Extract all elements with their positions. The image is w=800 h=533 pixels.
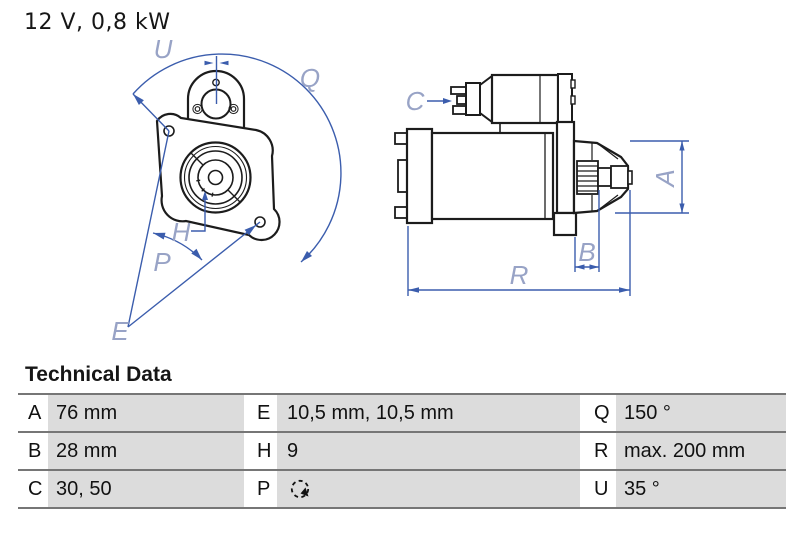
tech-value-c: 30, 50 [48,471,244,507]
table-row-2 [18,433,786,471]
tech-value-u: 35 ° [616,471,786,507]
page-title: 12 V, 0,8 kW [24,10,171,35]
tech-value-r: max. 200 mm [616,433,786,469]
technical-drawing [0,30,800,360]
table-row-1 [18,395,786,433]
tech-key-h: H [244,433,277,469]
tech-value-q: 150 ° [616,395,786,431]
dim-label-r: R [509,260,529,290]
technical-data-table [18,393,786,509]
tech-key-c: C [18,471,48,507]
dim-label-u: U [153,34,173,64]
tech-value-e: 10,5 mm, 10,5 mm [277,395,580,431]
tech-key-e: E [244,395,277,431]
motor-body [432,133,553,219]
dim-label-b: B [578,237,596,267]
dim-label-c: C [405,86,425,116]
dim-label-a: A [649,169,680,187]
tech-key-r: R [580,433,616,469]
dim-label-q: Q [299,63,321,93]
drive-end-housing [574,141,632,213]
dim-label-p: P [153,247,171,277]
tech-key-a: A [18,395,48,431]
rotation-clockwise-icon [287,476,313,502]
motor-end-cap [407,129,432,223]
front-bearing-circles [181,143,251,213]
tech-value-b: 28 mm [48,433,244,469]
dim-label-e: E [111,316,129,346]
table-row-3 [18,471,786,509]
mounting-plate [557,122,574,213]
tech-key-u: U [580,471,616,507]
tech-key-q: Q [580,395,616,431]
tech-value-a: 76 mm [48,395,244,431]
front-view-drawing [157,71,280,240]
side-view-drawing [395,74,632,235]
tech-value-h: 9 [277,433,580,469]
tech-key-b: B [18,433,48,469]
dim-label-h: H [171,217,191,247]
tech-value-p [277,471,580,507]
tech-key-p: P [244,471,277,507]
technical-data-heading: Technical Data [25,363,172,386]
